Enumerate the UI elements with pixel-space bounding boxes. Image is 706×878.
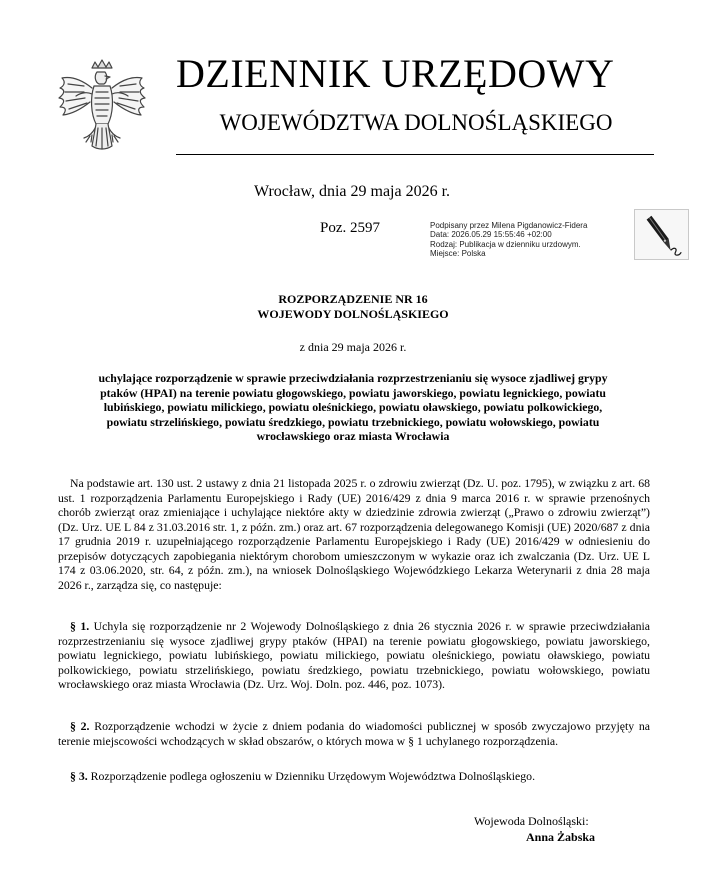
act-title [0,292,706,322]
act-title-line-1: ROZPORZĄDZENIE NR 16 [278,292,428,306]
signature-place: Miejsce: Polska [430,249,486,259]
act-date: z dnia 29 maja 2026 r. [299,340,407,354]
position-number: Poz. 2597 [320,220,380,236]
signature-signed-by: Podpisany przez Milena Pigdanowicz-Fidera [430,221,588,230]
section-1-text: Uchyla się rozporządzenie nr 2 Wojewody Dolnośląskiego z dnia 26 stycznia 2026 r. w sprawie przeciwdziałania rozprzestrzenianiu się wysoce zjadliwej grypy ptaków (HPAI) na terenie powiatu głogowskiego, powiatu jaworskiego, powiatu legnickiego, powiatu lubińskiego, powiatu milickiego, powiatu oleśnickiego, powiatu oławskiego, powiatu polkowickiego, powiatu strzelińskiego, powiatu średzkiego, powiatu trzebnickiego, powiatu wołowskiego, powiatu wrocławskiego oraz miasta Wrocławia (Dz. Urz. Woj. Doln. poz. 446, poz. 1073). [58,619,650,691]
section-3-paragraph [58,769,650,784]
act-subject: uchylające rozporządzenie w sprawie przeciwdziałania rozprzestrzenianiu się wysoce zjadliwej grypy ptaków (HPAI) na terenie powiatu głogowskiego, powiatu jaworskiego, powiatu legnickiego, powiatu lubińskiego, powiatu milickiego, powiatu oleśnickiego, powiatu oławskiego, powiatu polkowickiego, powiatu strzelińskiego, powiatu średzkiego, powiatu trzebnickiego, powiatu wołowskiego, powiatu wrocławskiego oraz miasta Wrocławia [98,371,608,444]
section-1-paragraph [58,619,650,692]
signature-date: Data: 2026.05.29 15:55:46 +02:00 [430,230,552,240]
polish-eagle-emblem-icon [54,58,150,168]
masthead-divider [176,154,654,155]
section-3-mark: § 3. [70,769,88,783]
section-3-text: Rozporządzenie podlega ogłoszeniu w Dzienniku Urzędowym Województwa Dolnośląskiego. [90,769,536,783]
section-2-paragraph [58,719,650,748]
signature-kind: Rodzaj: Publikacja w dzienniku urzdowym. [430,239,581,249]
signatory-name: Anna Żabska [526,830,596,844]
masthead-title: DZIENNIK URZĘDOWY [176,51,615,96]
masthead-subtitle: WOJEWÓDZTWA DOLNOŚLĄSKIEGO [219,110,613,135]
pen-nib-icon[interactable] [634,209,689,260]
section-2-text: Rozporządzenie wchodzi w życie z dniem podania do wiadomości publicznej w sposób zwyczajowo przyjęty na terenie miejscowości wchodzących w skład obszarów, o których mowa w § 1 uchylanego rozporządzenia. [58,719,651,748]
act-title-line-2: WOJEWODY DOLNOŚLĄSKIEGO [257,307,449,321]
section-1-mark: § 1. [70,619,90,633]
section-2-mark: § 2. [70,719,90,733]
preamble-paragraph: Na podstawie art. 130 ust. 2 ustawy z dnia 21 listopada 2025 r. o zdrowiu zwierząt (Dz. U. poz. 1795), w związku z art. 68 ust. 1 rozporządzenia Parlamentu Europejskiego i Rady (UE) 2016/429 z dnia 9 marca 2016 r. w sprawie przenośnych chorób zwierząt oraz zmieniające i uchylające niektóre akty w dziedzinie zdrowia zwierząt („Prawo o zdrowiu zwierząt”) (Dz. Urz. UE L 84 z 31.03.2016 str. 1, z późn. zm.) oraz art. 67 rozporządzenia delegowanego Komisji (UE) 2020/687 z dnia 17 grudnia 2019 r. uzupełniającego rozporządzenie Parlamentu Europejskiego i Rady (UE) 2016/429 w odniesieniu do przepisów dotyczących zapobiegania niektórym chorobom umieszczonym w wykazie oraz ich zwalczania (Dz. Urz. UE L 174 z 03.06.2020, str. 64, z późn. zm.), na wniosek Dolnośląskiego Wojewódzkiego Lekarza Weterynarii z dnia 28 maja 2026 r., zarządza się, co następuje: [58,476,650,592]
place-and-date: Wrocław, dnia 29 maja 2026 r. [254,183,451,200]
digital-signature-info [430,221,630,259]
signatory-role: Wojewoda Dolnośląski: [474,814,589,828]
